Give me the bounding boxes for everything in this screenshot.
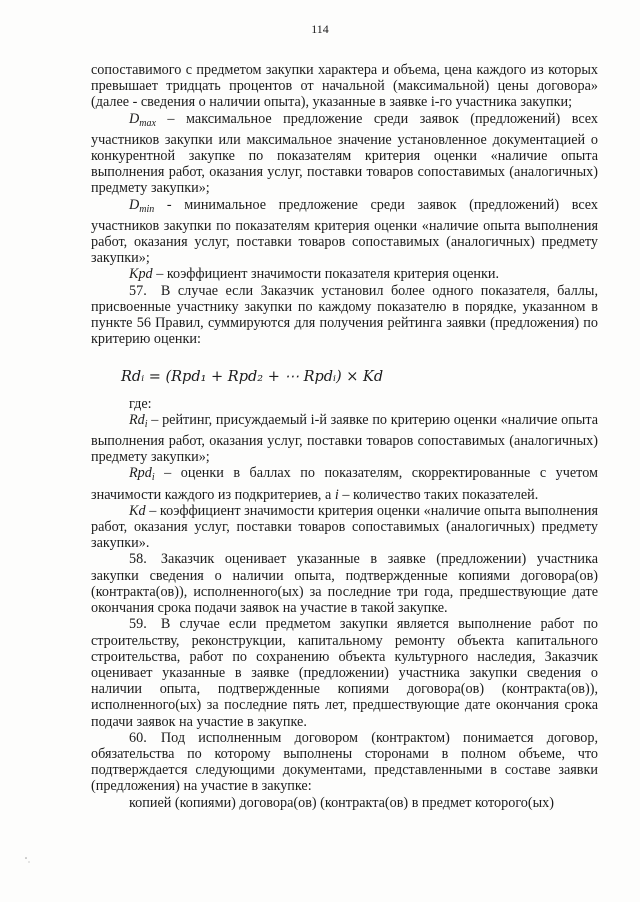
- paragraph-60: 60. Под исполненным договором (контрактом) понимается договор, обязательства по которому выполнены сторонами в полном объеме, что подтверждается следующими документами, представленными в составе заявки (предложения) на участие в закупке:: [91, 729, 598, 795]
- var-rdi: $Rd_i$: [129, 411, 148, 430]
- var-dmin: $D_{min}$: [129, 196, 155, 215]
- paragraph-opyt-continuation: сопоставимого с предметом закупки характера и объема, цена каждого из которых превышает тридцать процентов от начальной (максимальной) цены договора» (далее - сведения о наличии опыта), указанные в заявке i-го участника закупки;: [91, 62, 598, 111]
- paragraph-59: 59. В случае если предметом закупки является выполнение работ по строительству, реконструкции, капитальному ремонту объекта капитального строительства, работ по сохранению объекта культурного наследия, Заказчик оценивает указанные в заявке (предложении) участника закупки сведения о наличии опыта, подтвержденные копиями договора(ов) (контракта(ов)), исполненного(ых) за последние пять лет, предшествующие дате окончания срока подачи заявок на участие в закупке.: [91, 616, 598, 730]
- definition-kpd: Kpd – коэффициент значимости показателя критерия оценки.: [129, 266, 500, 283]
- rating-formula: Rdᵢ = (Rpd₁ + Rpd₂ + ⋯ Rpdᵢ) × Kd: [121, 369, 384, 386]
- paragraph-57: 57. В случае если Заказчик установил более одного показателя, баллы, присвоенные участнику закупки по каждому показателю в порядке, указанном в пункте 56 Правил, суммируются для получения рейтинга заявки (предложения) по критерию оценки:: [91, 282, 598, 348]
- definition-rpdi: Rpd$_i$ – оценки в баллах по показателям, скорректированные с учетом значимости каждого из подкритериев, а i – количество таких показателей.: [91, 465, 598, 503]
- definition-kd: Kd – коэффициент значимости критерия оценки «наличие опыта выполнения работ, оказания услуг, поставки товаров сопоставимых (аналогичных) предмету закупки».: [91, 502, 598, 552]
- definition-dmin: $D_{min}$ - минимальное предложение среди заявок (предложений) всех участников закупки по показателям критерия оценки «наличие опыта выполнения работ, оказания услуг, поставки товаров сопоставимых (аналогичных) предмету закупки»;: [91, 196, 598, 267]
- page-number: 114: [311, 22, 329, 36]
- paragraph-copies: копией (копиями) договора(ов) (контракта(ов) в предмет которого(ых): [129, 794, 554, 811]
- paragraph-58: 58. Заказчик оценивает указанные в заявке (предложении) участника закупки сведения о наличии опыта, подтвержденные копиями договора(ов) (контракта(ов)), исполненного(ых) за последние три года, предшествующие дате окончания срока подачи заявок на участие в такой закупке.: [91, 551, 598, 617]
- definition-dmax: $D_{max}$ – максимальное предложение среди заявок (предложений) всех участников закупки или максимальное значение установленное документацией о конкурентной закупке по показателям критерия оценки «наличие опыта выполнения работ, оказания услуг, поставки товаров сопоставимых (аналогичных) предмету закупки»;: [91, 110, 598, 197]
- var-dmax: $D_{max}$: [129, 110, 156, 129]
- where-label: где:: [129, 395, 152, 412]
- definition-rdi: $Rd_i$ – рейтинг, присуждаемый i-й заявке по критерию оценки «наличие опыта выполнения работ, оказания услуг, поставки товаров сопоставимых (аналогичных) предмету закупки»;: [91, 411, 598, 466]
- var-kd: Kd: [129, 502, 146, 519]
- var-kpd: Kpd: [129, 266, 153, 283]
- var-rpdi: Rpd$_i$: [129, 465, 155, 484]
